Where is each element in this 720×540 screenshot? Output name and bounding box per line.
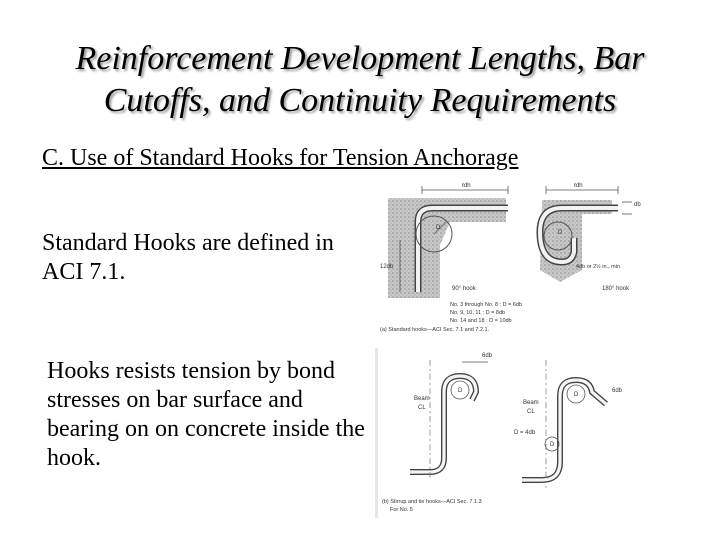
label-6db-right: 6db bbox=[612, 388, 623, 394]
label-d-90: D bbox=[436, 225, 441, 231]
dim-12db: 12db bbox=[380, 264, 394, 270]
figure-b-caption-2: For No. 5 bbox=[390, 507, 413, 513]
label-d-mid: D bbox=[550, 442, 555, 448]
label-beam-right: Beam bbox=[523, 400, 539, 406]
dim-ldh-right: ℓdh bbox=[574, 183, 583, 189]
slide-subtitle: C. Use of Standard Hooks for Tension Anchorage bbox=[42, 145, 519, 171]
label-90-hook: 90° hook bbox=[452, 286, 476, 292]
figure-a-caption: (a) Standard hooks—ACI Sec. 7.1 and 7.2.1. bbox=[380, 327, 490, 333]
table-row-1: No. 3 through No. 8 : D = 6db bbox=[450, 302, 523, 308]
label-6db-left: 6db bbox=[482, 353, 493, 359]
dim-db: db bbox=[634, 202, 641, 208]
label-d-4db: D = 4db bbox=[514, 430, 536, 436]
label-180-hook: 180° hook bbox=[602, 286, 630, 292]
hooks-mechanism-text: Hooks resists tension by bond stresses on bar surface and bearing on on concrete inside the hook. bbox=[47, 358, 365, 471]
label-d-180: D bbox=[558, 230, 563, 236]
figure-b-caption: (b) Stirrup and tie hooks—ACI Sec. 7.1.3 bbox=[382, 499, 482, 505]
label-d-right: D bbox=[574, 392, 579, 398]
dim-ldh-left: ℓdh bbox=[462, 183, 471, 189]
label-4db-min: 4db or 2½ in., min bbox=[576, 264, 621, 270]
title-line-2: Cutoffs, and Continuity Requirements bbox=[103, 82, 617, 119]
figure-b-stirrup-hooks bbox=[375, 348, 623, 518]
label-beam-left: Beam bbox=[414, 396, 430, 402]
label-d-left: D bbox=[458, 388, 463, 394]
figure-a-standard-hooks bbox=[380, 182, 641, 333]
concrete-region-90 bbox=[388, 198, 506, 298]
table-row-3: No. 14 and 18 : D = 10db bbox=[450, 318, 512, 324]
table-row-2: No. 9, 10, 11 : D = 8db bbox=[450, 310, 506, 316]
label-beam-right-cl: CL bbox=[527, 409, 535, 415]
title-line-1: Reinforcement Development Lengths, Bar bbox=[75, 40, 645, 77]
hooks-definition-text: Standard Hooks are defined in ACI 7.1. bbox=[42, 230, 334, 285]
label-beam-left-cl: CL bbox=[418, 405, 426, 411]
